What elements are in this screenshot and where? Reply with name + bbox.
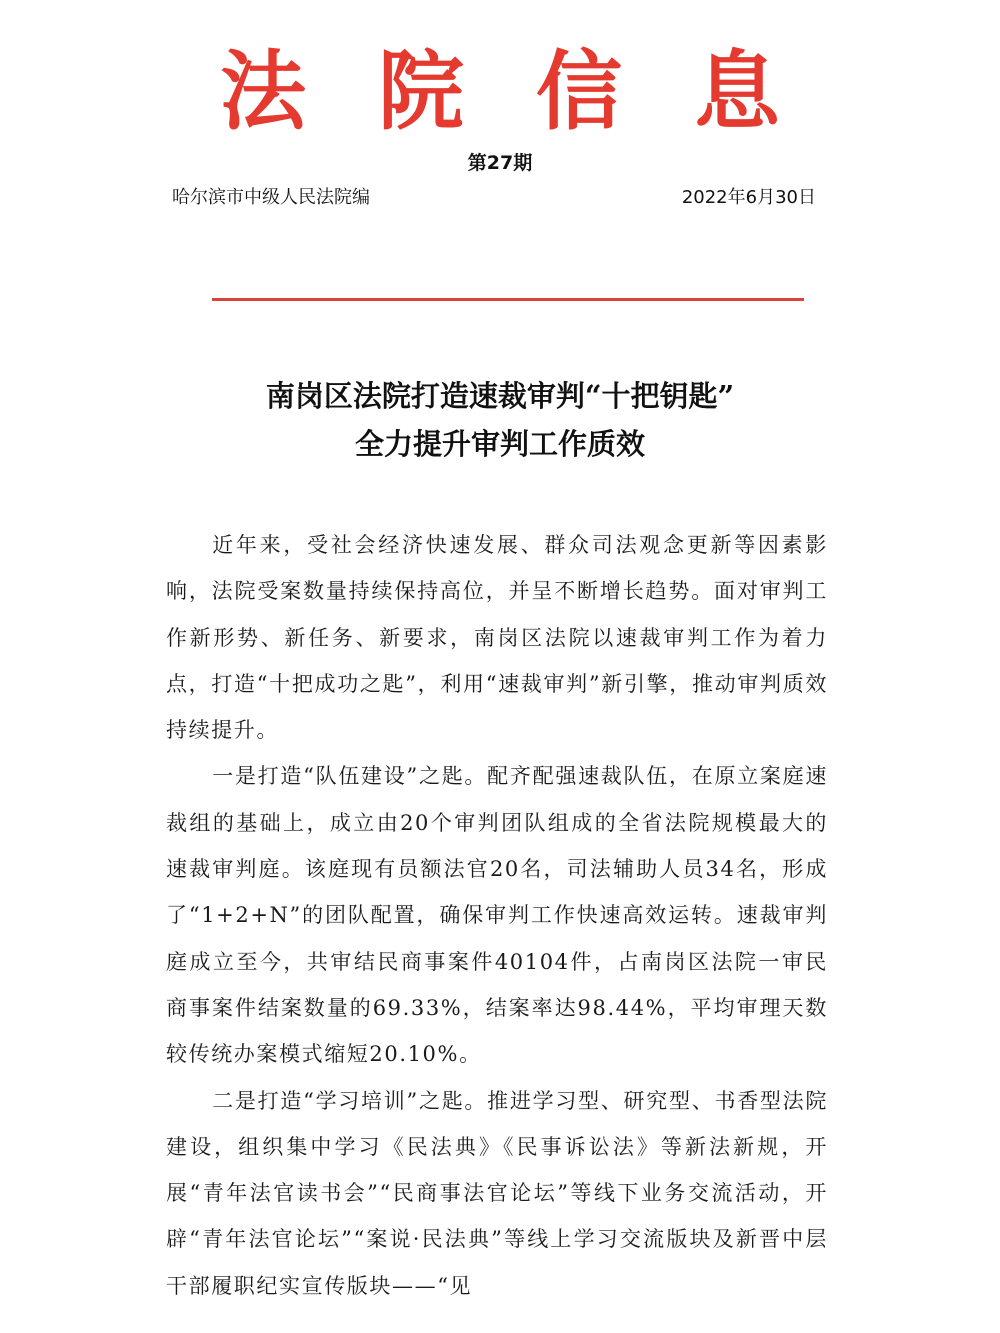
editor-line: 哈尔滨市中级人民法院编 <box>172 187 370 208</box>
article-title <box>0 372 1000 468</box>
issue-date: 2022年6月30日 <box>681 187 816 208</box>
article-body <box>166 522 828 1309</box>
paragraph: 近年来，受社会经济快速发展、群众司法观念更新等因素影响，法院受案数量持续保持高位，并呈不断增长趋势。面对审判工作新形势、新任务、新要求，南岗区法院以速裁审判工作为着力点，打造“十把成功之匙”，利用“速裁审判”新引擎，推动审判质效持续提升。 <box>166 533 828 743</box>
red-divider <box>212 298 804 301</box>
issue-number: 第27期 <box>467 152 533 174</box>
paragraph: 一是打造“队伍建设”之匙。配齐配强速裁队伍，在原立案庭速裁组的基础上，成立由20个审判团队组成的全省法院规模最大的速裁审判庭。该庭现有员额法官20名，司法辅助人员34名，形成了“1+2+N”的团队配置，确保审判工作快速高效运转。速裁审判庭成立至今，共审结民商事案件40104件，占南岗区法院一审民商事案件结案数量的69.33%，结案率达98.44%，平均审理天数较传统办案模式缩短20.10%。 <box>166 764 828 1067</box>
article-title-line-2: 全力提升审判工作质效 <box>354 427 645 461</box>
paragraph: 二是打造“学习培训”之匙。推进学习型、研究型、书香型法院建设，组织集中学习《民法典》《民事诉讼法》等新法新规，开展“青年法官读书会”“民商事法官论坛”等线下业务交流活动，开辟“青年法官论坛”“案说·民法典”等线上学习交流版块及新晋中层干部履职纪实宣传版块——“见 <box>166 1088 828 1298</box>
article-title-line-1: 南岗区法院打造速裁审判“十把钥匙” <box>265 379 735 413</box>
masthead-title: 法院信息 <box>220 41 852 142</box>
